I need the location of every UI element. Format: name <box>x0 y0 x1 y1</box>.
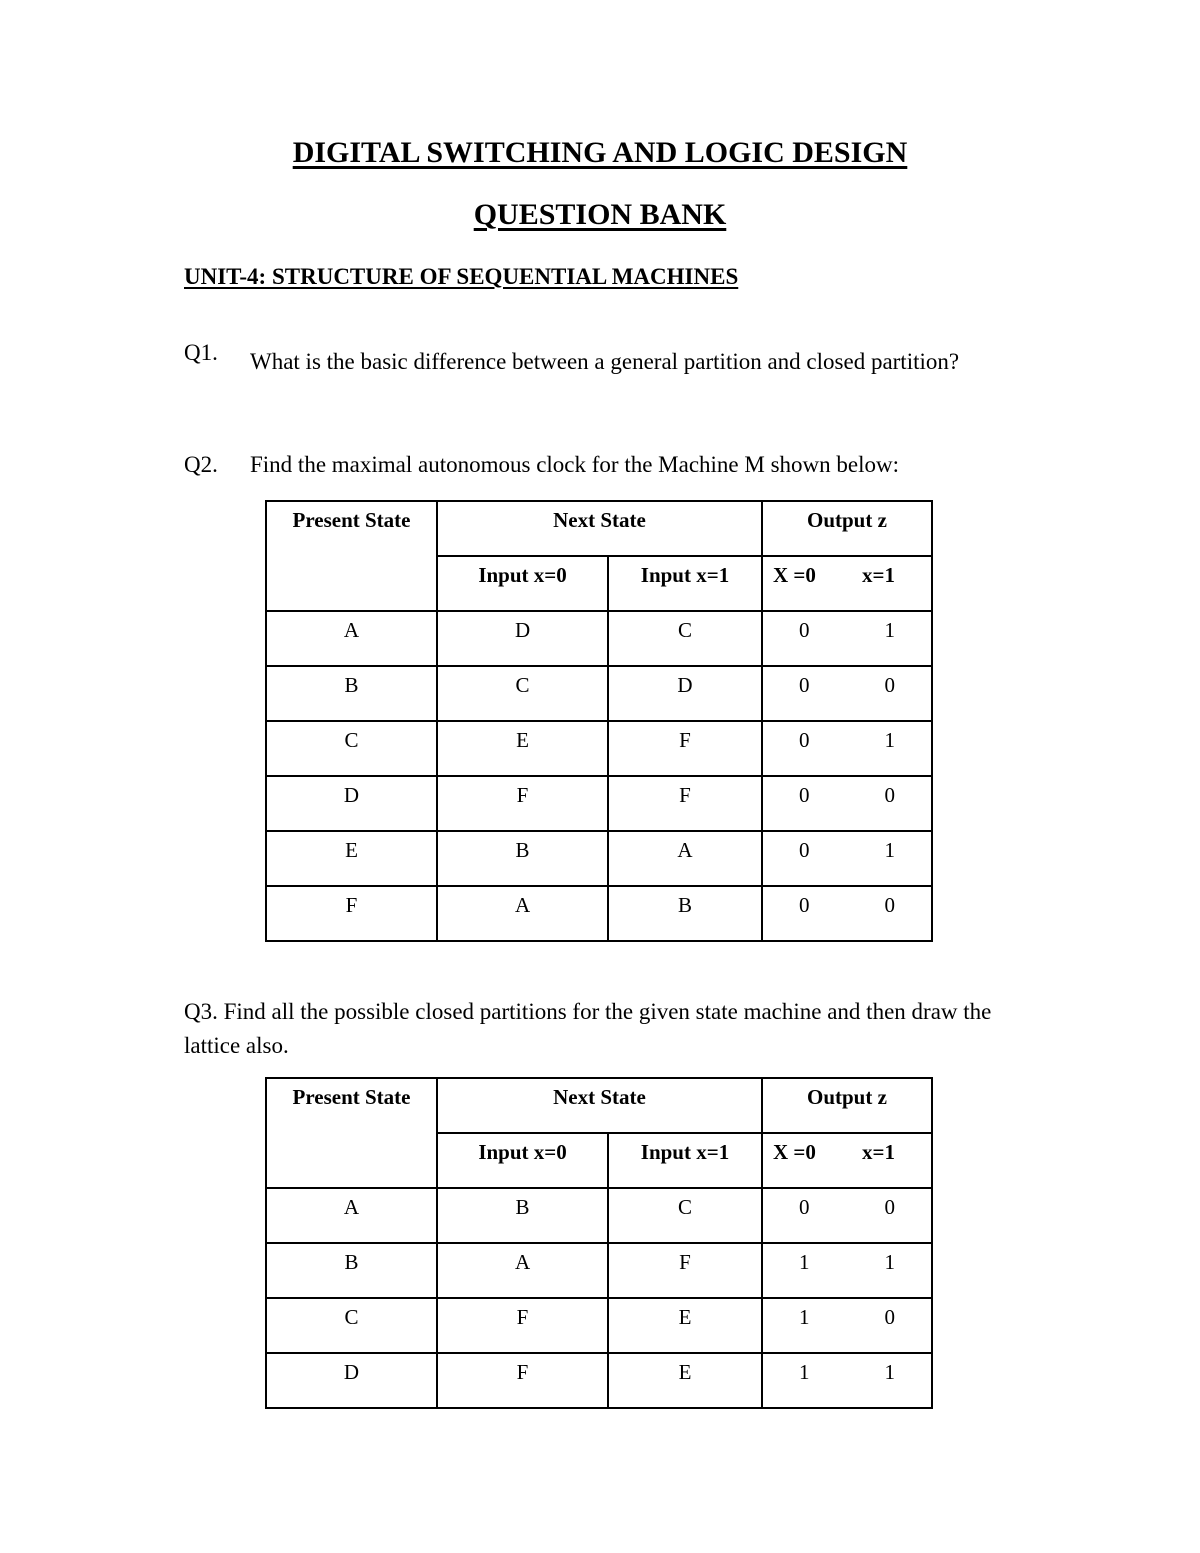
output-x1-value: 0 <box>884 1305 895 1329</box>
header-output-inputs <box>762 556 932 611</box>
output-cell <box>762 1353 932 1408</box>
output-cell <box>762 1298 932 1353</box>
output-x0-value: 1 <box>798 1360 810 1384</box>
output-x1-value: 0 <box>884 893 895 917</box>
next-state-x1-cell: F <box>608 1243 762 1298</box>
output-x0-value: 1 <box>798 1250 810 1274</box>
output-cell <box>762 886 932 941</box>
table-row <box>266 1298 932 1353</box>
output-x1-value: 0 <box>884 783 895 807</box>
next-state-x0-cell: B <box>437 1188 608 1243</box>
next-state-x1-cell: C <box>608 1188 762 1243</box>
state-table-2 <box>265 1077 933 1409</box>
output-x1-value: 0 <box>884 673 895 697</box>
output-x1-value: 1 <box>884 1360 895 1384</box>
header-next-state: Next State <box>437 501 762 556</box>
document-title: DIGITAL SWITCHING AND LOGIC DESIGN <box>292 136 908 169</box>
table-row <box>266 721 932 776</box>
present-state-cell: C <box>266 721 437 776</box>
next-state-x0-cell: F <box>437 776 608 831</box>
output-cell <box>762 1243 932 1298</box>
question-1-text: What is the basic difference between a general partition and closed partition? <box>250 349 960 374</box>
table-row <box>266 776 932 831</box>
output-x0-value: 0 <box>798 838 810 862</box>
state-table-1 <box>265 500 933 942</box>
header-out-x1: x=1 <box>862 563 895 587</box>
output-x0-value: 0 <box>798 728 810 752</box>
output-cell <box>762 776 932 831</box>
output-x1-value: 1 <box>884 838 895 862</box>
next-state-x1-cell: F <box>608 721 762 776</box>
present-state-cell: C <box>266 1298 437 1353</box>
table-row <box>266 611 932 666</box>
output-cell <box>762 721 932 776</box>
header-input-0: Input x=0 <box>437 556 608 611</box>
output-cell <box>762 611 932 666</box>
output-x0-value: 0 <box>798 1195 810 1219</box>
table-row <box>266 666 932 721</box>
header-present-state: Present State <box>266 1078 437 1188</box>
header-input-1: Input x=1 <box>608 1133 762 1188</box>
next-state-x1-cell: B <box>608 886 762 941</box>
next-state-x1-cell: D <box>608 666 762 721</box>
present-state-cell: A <box>266 1188 437 1243</box>
present-state-cell: F <box>266 886 437 941</box>
table-1-body <box>266 611 932 941</box>
next-state-x1-cell: F <box>608 776 762 831</box>
header-out-x1: x=1 <box>862 1140 895 1164</box>
output-cell <box>762 666 932 721</box>
next-state-x1-cell: C <box>608 611 762 666</box>
output-x0-value: 0 <box>798 673 810 697</box>
question-2-text: Find the maximal autonomous clock for the Machine M shown below: <box>250 452 899 477</box>
unit-heading: UNIT-4: STRUCTURE OF SEQUENTIAL MACHINES <box>184 264 739 289</box>
next-state-x1-cell: A <box>608 831 762 886</box>
header-out-x0: X =0 <box>772 563 816 587</box>
output-cell <box>762 1188 932 1243</box>
next-state-x0-cell: E <box>437 721 608 776</box>
header-next-state: Next State <box>437 1078 762 1133</box>
next-state-x0-cell: C <box>437 666 608 721</box>
table-row <box>266 831 932 886</box>
header-input-1: Input x=1 <box>608 556 762 611</box>
header-present-state: Present State <box>266 501 437 611</box>
table-2-body <box>266 1188 932 1408</box>
present-state-cell: D <box>266 1353 437 1408</box>
next-state-x0-cell: B <box>437 831 608 886</box>
question-2-number: Q2. <box>184 452 218 477</box>
next-state-x0-cell: F <box>437 1353 608 1408</box>
output-x0-value: 0 <box>798 783 810 807</box>
output-x0-value: 0 <box>798 893 810 917</box>
next-state-x0-cell: F <box>437 1298 608 1353</box>
output-x0-value: 0 <box>798 618 810 642</box>
document-subtitle: QUESTION BANK <box>473 198 727 231</box>
present-state-cell: D <box>266 776 437 831</box>
table-row <box>266 886 932 941</box>
table-row <box>266 1353 932 1408</box>
output-x1-value: 1 <box>884 618 895 642</box>
table-row <box>266 1243 932 1298</box>
header-output-inputs <box>762 1133 932 1188</box>
question-3-text: Q3. Find all the possible closed partitions for the given state machine and then draw the lattice also. <box>184 999 992 1058</box>
next-state-x0-cell: A <box>437 1243 608 1298</box>
header-out-x0: X =0 <box>772 1140 816 1164</box>
output-x1-value: 1 <box>884 728 895 752</box>
output-x1-value: 1 <box>884 1250 895 1274</box>
header-output: Output z <box>762 1078 932 1133</box>
table-row <box>266 1188 932 1243</box>
present-state-cell: E <box>266 831 437 886</box>
header-output: Output z <box>762 501 932 556</box>
next-state-x0-cell: A <box>437 886 608 941</box>
next-state-x0-cell: D <box>437 611 608 666</box>
next-state-x1-cell: E <box>608 1353 762 1408</box>
output-x1-value: 0 <box>884 1195 895 1219</box>
present-state-cell: B <box>266 666 437 721</box>
question-1-number: Q1. <box>184 340 218 365</box>
header-input-0: Input x=0 <box>437 1133 608 1188</box>
output-cell <box>762 831 932 886</box>
present-state-cell: A <box>266 611 437 666</box>
next-state-x1-cell: E <box>608 1298 762 1353</box>
present-state-cell: B <box>266 1243 437 1298</box>
output-x0-value: 1 <box>798 1305 810 1329</box>
